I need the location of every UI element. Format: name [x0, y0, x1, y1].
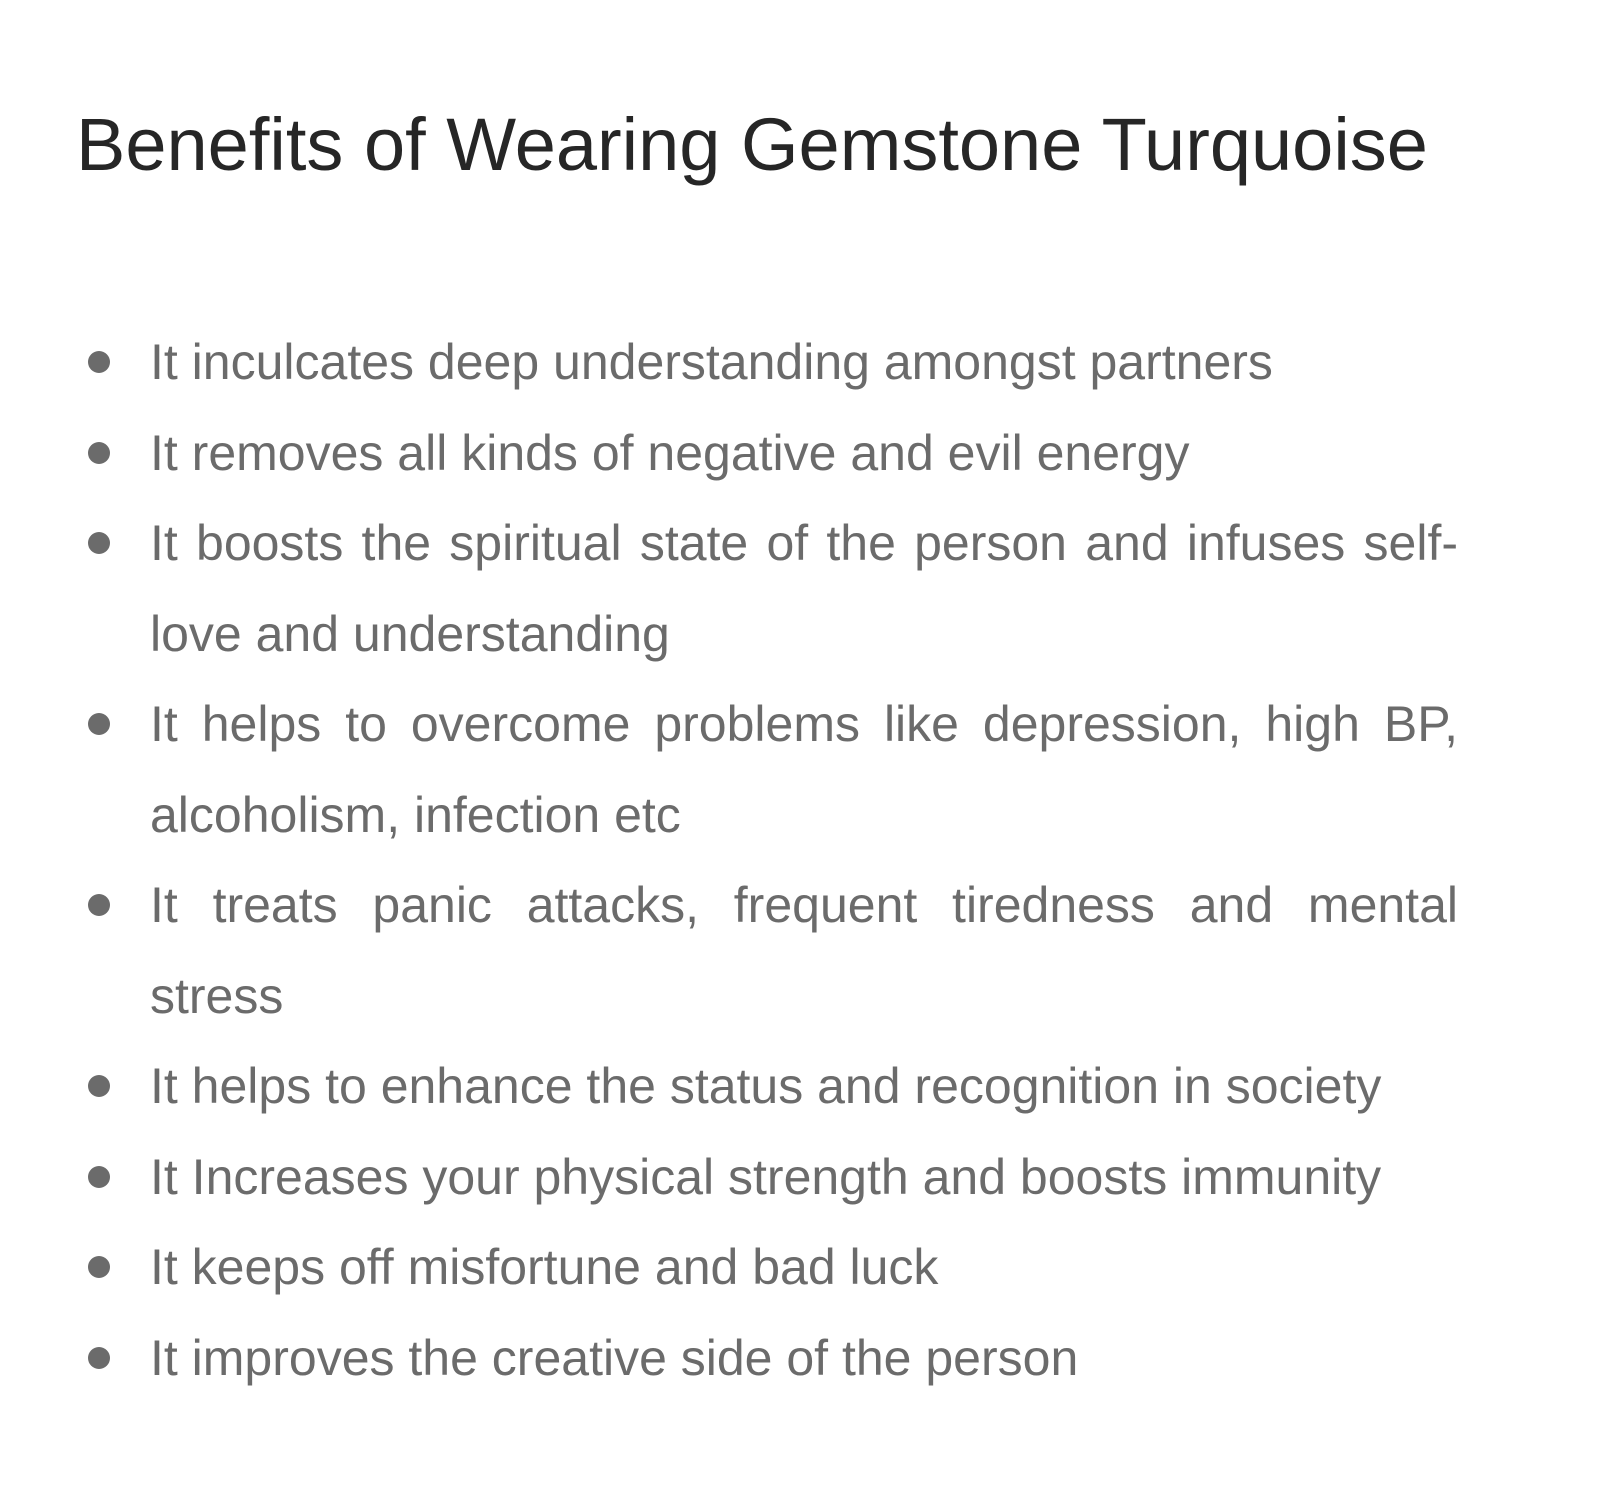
list-item	[150, 1313, 1458, 1404]
bullet-dot-icon	[88, 442, 110, 464]
list-item-text: It treats panic attacks, frequent tiredness and mental stress	[150, 877, 1458, 1024]
bullet-dot-icon	[88, 351, 110, 373]
bullet-dot-icon	[88, 1166, 110, 1188]
bullet-dot-icon	[88, 894, 110, 916]
list-item	[150, 1132, 1458, 1223]
list-item	[150, 860, 1458, 1041]
slide-title: Benefits of Wearing Gemstone Turquoise	[76, 103, 1428, 186]
list-item-text: It Increases your physical strength and boosts immunity	[150, 1148, 1382, 1205]
list-item	[150, 679, 1458, 860]
bullet-dot-icon	[88, 1347, 110, 1369]
bullet-dot-icon	[88, 1075, 110, 1097]
bullet-dot-icon	[88, 713, 110, 735]
bullet-dot-icon	[88, 1256, 110, 1278]
list-item	[150, 317, 1458, 408]
list-item-text: It inculcates deep understanding amongst partners	[150, 334, 1273, 390]
list-item-text: It removes all kinds of negative and evil energy	[150, 424, 1190, 481]
list-item-text: It keeps off misfortune and bad luck	[150, 1239, 939, 1295]
list-item-text: It helps to overcome problems like depression, high BP, alcoholism, infection etc	[150, 696, 1458, 843]
list-item	[150, 498, 1458, 679]
benefits-list	[150, 317, 1458, 1403]
bullet-dot-icon	[88, 532, 110, 554]
list-item	[150, 408, 1458, 499]
list-item-text: It helps to enhance the status and recognition in society	[150, 1058, 1382, 1114]
list-item-text: It improves the creative side of the person	[150, 1329, 1079, 1386]
list-item-text: It boosts the spiritual state of the person and infuses self-love and understanding	[150, 515, 1458, 662]
list-item	[150, 1041, 1458, 1132]
list-item	[150, 1222, 1458, 1313]
